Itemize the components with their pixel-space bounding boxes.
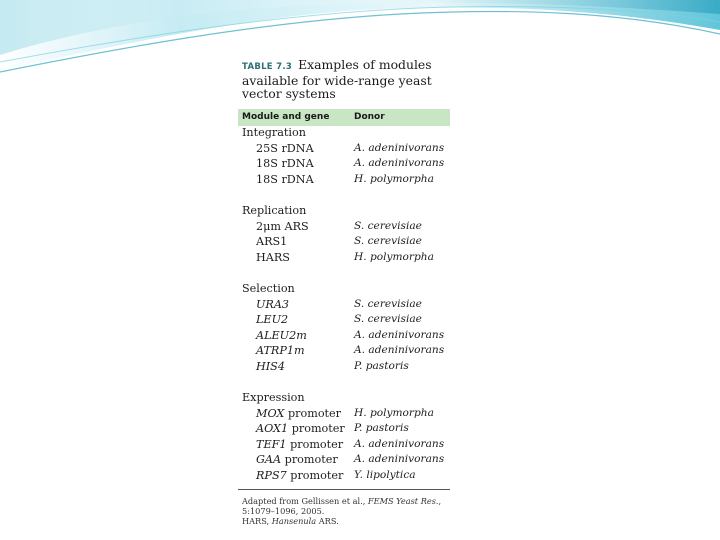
donor-cell: A. adeninivorans bbox=[354, 344, 445, 356]
group-title-replication: Replication bbox=[242, 204, 307, 217]
table-row bbox=[238, 173, 452, 189]
table-document bbox=[238, 58, 452, 526]
table-title: Examples of modules available for wide-range yeast vector systems bbox=[242, 57, 432, 101]
table-row bbox=[238, 235, 452, 251]
group-title-selection: Selection bbox=[242, 282, 295, 295]
donor-cell: H. polymorpha bbox=[354, 172, 434, 185]
table-body bbox=[238, 126, 452, 484]
footnote-prefix: Adapted from Gellissen et al., bbox=[242, 496, 368, 506]
donor-cell: P. pastoris bbox=[354, 422, 409, 434]
gene-cell: 25S rDNA bbox=[256, 141, 314, 155]
gene-cell bbox=[256, 422, 345, 435]
table-row bbox=[238, 407, 452, 423]
donor-cell: Y. lipolytica bbox=[354, 468, 416, 481]
table-row bbox=[238, 157, 452, 173]
abbrev-suffix: ARS. bbox=[316, 516, 339, 526]
table-bottom-rule bbox=[238, 489, 450, 490]
gene-cell: ALEU2m bbox=[256, 328, 307, 342]
abbrev-prefix: HARS, bbox=[242, 516, 272, 526]
gene-name: MOX bbox=[256, 406, 285, 420]
table-row bbox=[238, 360, 452, 376]
donor-cell: H. polymorpha bbox=[354, 250, 434, 263]
donor-cell: H. polymorpha bbox=[354, 406, 434, 419]
donor-cell: A. adeninivorans bbox=[354, 141, 445, 154]
gene-cell bbox=[256, 407, 341, 420]
footnote-suffix: , 5:1079–1096, 2005. bbox=[242, 496, 442, 516]
donor-cell: A. adeninivorans bbox=[354, 437, 445, 450]
gene-cell bbox=[256, 453, 338, 466]
gene-name: RPS7 bbox=[256, 468, 287, 482]
table-header-row bbox=[238, 109, 450, 126]
table-row bbox=[238, 220, 452, 236]
table-caption bbox=[242, 58, 452, 100]
column-header-donor: Donor bbox=[354, 112, 385, 122]
gene-name: GAA bbox=[256, 453, 282, 466]
gene-cell bbox=[256, 438, 343, 451]
gene-cell: ATRP1m bbox=[256, 344, 305, 357]
gene-name: TEF1 bbox=[256, 437, 287, 451]
gene-name: AOX1 bbox=[256, 422, 289, 435]
gene-suffix: promoter bbox=[286, 468, 344, 482]
donor-cell: A. adeninivorans bbox=[354, 328, 445, 341]
donor-cell: S. cerevisiae bbox=[354, 313, 422, 325]
table-row bbox=[238, 298, 452, 314]
donor-cell: S. cerevisiae bbox=[354, 219, 422, 232]
gene-cell: HARS bbox=[256, 250, 290, 264]
column-header-module: Module and gene bbox=[242, 112, 330, 122]
abbrev-italic: Hansenula bbox=[271, 516, 317, 526]
gene-suffix: promoter bbox=[288, 422, 345, 435]
group-title-expression: Expression bbox=[242, 391, 305, 404]
footnote-journal: FEMS Yeast Res. bbox=[367, 496, 439, 506]
donor-cell: A. adeninivorans bbox=[354, 453, 445, 465]
table-row bbox=[238, 453, 452, 469]
table-row bbox=[238, 344, 452, 360]
donor-cell: A. adeninivorans bbox=[354, 157, 445, 169]
gene-cell: LEU2 bbox=[256, 313, 289, 326]
table-row bbox=[238, 469, 452, 485]
donor-cell: S. cerevisiae bbox=[354, 297, 422, 310]
donor-cell: P. pastoris bbox=[354, 359, 409, 372]
table-row bbox=[238, 313, 452, 329]
gene-cell: 18S rDNA bbox=[256, 172, 314, 186]
gene-suffix: promoter bbox=[286, 437, 344, 451]
gene-cell: 2μm ARS bbox=[256, 219, 309, 233]
gene-suffix: promoter bbox=[284, 406, 342, 420]
table-row bbox=[238, 251, 452, 267]
footnote-source bbox=[242, 496, 450, 516]
gene-cell: URA3 bbox=[256, 297, 290, 311]
gene-suffix: promoter bbox=[281, 453, 338, 466]
donor-cell: S. cerevisiae bbox=[354, 235, 422, 247]
table-row bbox=[238, 329, 452, 345]
footnote-abbreviation bbox=[242, 516, 450, 526]
group-title-integration: Integration bbox=[242, 126, 306, 139]
table-footnote bbox=[242, 496, 450, 526]
gene-cell: HIS4 bbox=[256, 359, 285, 373]
gene-cell: ARS1 bbox=[256, 235, 288, 248]
gene-cell: 18S rDNA bbox=[256, 157, 314, 170]
table-row bbox=[238, 142, 452, 158]
table-number: TABLE 7.3 bbox=[242, 62, 293, 72]
table-row bbox=[238, 422, 452, 438]
table-row bbox=[238, 438, 452, 454]
gene-cell bbox=[256, 469, 343, 482]
